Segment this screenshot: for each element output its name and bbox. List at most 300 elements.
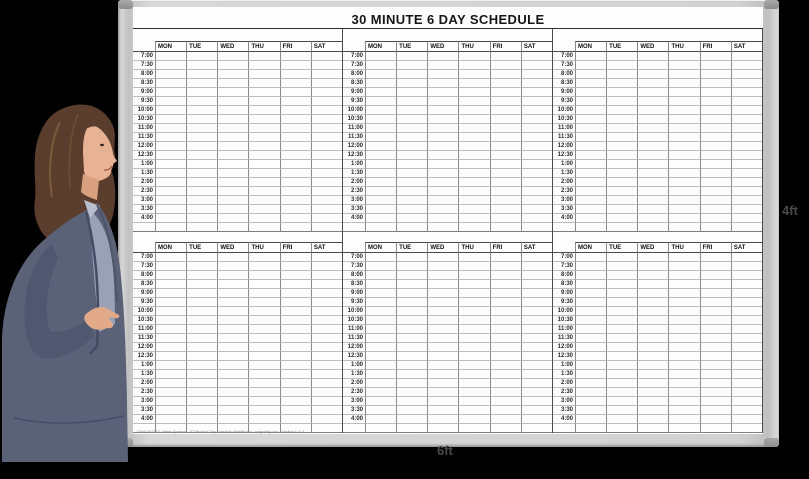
schedule-cell — [700, 187, 731, 196]
time-label: 3:00 — [553, 196, 575, 205]
time-label: 9:30 — [343, 298, 365, 307]
schedule-cell — [606, 115, 637, 124]
schedule-cell — [280, 289, 311, 298]
panel-corner — [553, 41, 575, 52]
schedule-cell — [365, 370, 396, 379]
height-dimension-label: 4ft — [782, 203, 798, 218]
schedule-cell — [280, 151, 311, 160]
schedule-cell — [427, 262, 458, 271]
time-label: 10:30 — [553, 316, 575, 325]
schedule-cell — [490, 169, 521, 178]
time-label: 9:00 — [343, 88, 365, 97]
schedule-cell — [700, 316, 731, 325]
schedule-cell — [521, 70, 552, 79]
schedule-cell — [606, 70, 637, 79]
time-label: 10:00 — [343, 307, 365, 316]
schedule-cell — [427, 298, 458, 307]
schedule-cell — [731, 178, 762, 187]
schedule-cell — [731, 70, 762, 79]
schedule-cell — [186, 223, 217, 232]
schedule-cell — [731, 88, 762, 97]
schedule-cell — [731, 379, 762, 388]
schedule-cell — [396, 88, 427, 97]
schedule-cell — [458, 79, 489, 88]
schedule-cell — [217, 124, 248, 133]
schedule-cell — [637, 61, 668, 70]
schedule-cell — [458, 70, 489, 79]
schedule-cell — [575, 205, 606, 214]
schedule-cell — [637, 325, 668, 334]
schedule-cell — [700, 142, 731, 151]
time-label: 10:30 — [133, 115, 155, 124]
schedule-cell — [155, 88, 186, 97]
schedule-cell — [155, 352, 186, 361]
schedule-cell — [637, 352, 668, 361]
schedule-cell — [427, 79, 458, 88]
schedule-cell — [186, 289, 217, 298]
time-label: 11:30 — [343, 133, 365, 142]
schedule-cell — [731, 334, 762, 343]
schedule-cell — [186, 325, 217, 334]
schedule-cell — [365, 223, 396, 232]
schedule-cell — [575, 370, 606, 379]
schedule-cell — [575, 106, 606, 115]
schedule-cell — [668, 361, 699, 370]
schedule-cell — [311, 79, 342, 88]
schedule-cell — [700, 352, 731, 361]
schedule-cell — [458, 253, 489, 262]
schedule-cell — [217, 160, 248, 169]
schedule-cell — [186, 106, 217, 115]
schedule-cell — [311, 289, 342, 298]
schedule-cell — [606, 133, 637, 142]
schedule-cell — [280, 406, 311, 415]
time-label: 3:30 — [133, 205, 155, 214]
schedule-cell — [186, 343, 217, 352]
schedule-cell — [521, 88, 552, 97]
schedule-cell — [248, 169, 279, 178]
schedule-cell — [217, 214, 248, 223]
schedule-cell — [217, 115, 248, 124]
schedule-cell — [396, 406, 427, 415]
schedule-cell — [280, 370, 311, 379]
schedule-cell — [490, 187, 521, 196]
schedule-cell — [427, 388, 458, 397]
time-label: 10:00 — [553, 106, 575, 115]
schedule-cell — [575, 88, 606, 97]
schedule-cell — [731, 397, 762, 406]
schedule-cell — [458, 424, 489, 433]
schedule-cell — [637, 361, 668, 370]
schedule-cell — [575, 352, 606, 361]
schedule-cell — [637, 214, 668, 223]
time-label: 2:00 — [343, 178, 365, 187]
schedule-cell — [427, 406, 458, 415]
day-header: TUE — [606, 242, 637, 253]
schedule-cell — [458, 214, 489, 223]
schedule-cell — [248, 214, 279, 223]
schedule-cell — [311, 280, 342, 289]
schedule-cell — [396, 352, 427, 361]
time-label: 11:30 — [343, 334, 365, 343]
schedule-cell — [248, 70, 279, 79]
schedule-cell — [365, 280, 396, 289]
schedule-cell — [637, 79, 668, 88]
schedule-cell — [311, 106, 342, 115]
schedule-cell — [217, 151, 248, 160]
schedule-cell — [396, 223, 427, 232]
schedule-cell — [248, 97, 279, 106]
time-label: 8:00 — [343, 70, 365, 79]
schedule-cell — [186, 334, 217, 343]
schedule-cell — [155, 223, 186, 232]
schedule-cell — [637, 379, 668, 388]
schedule-cell — [606, 178, 637, 187]
schedule-cell — [155, 115, 186, 124]
schedule-cell — [668, 106, 699, 115]
schedule-cell — [280, 160, 311, 169]
schedule-cell — [311, 424, 342, 433]
time-label: 3:30 — [553, 205, 575, 214]
schedule-cell — [186, 397, 217, 406]
schedule-cell — [458, 115, 489, 124]
schedule-cell — [217, 352, 248, 361]
fine-print: ©MAGNATAG Visible Systems · 30 Minute 6 Day Schedule WhiteBoard · magnatag.com · Made in U.S.A. — [137, 429, 306, 434]
schedule-cell — [700, 280, 731, 289]
schedule-cell — [668, 52, 699, 61]
schedule-cell — [217, 379, 248, 388]
time-label: 10:30 — [343, 316, 365, 325]
time-label: 9:30 — [553, 97, 575, 106]
schedule-cell — [700, 343, 731, 352]
time-label: 11:30 — [553, 133, 575, 142]
schedule-cell — [575, 316, 606, 325]
schedule-cell — [280, 196, 311, 205]
schedule-cell — [458, 124, 489, 133]
time-label: 9:00 — [553, 289, 575, 298]
schedule-cell — [365, 61, 396, 70]
schedule-cell — [311, 334, 342, 343]
time-label: 1:00 — [553, 361, 575, 370]
schedule-cell — [637, 205, 668, 214]
schedule-cell — [311, 214, 342, 223]
schedule-cell — [365, 424, 396, 433]
schedule-cell — [731, 97, 762, 106]
schedule-cell — [637, 271, 668, 280]
schedule-cell — [248, 106, 279, 115]
schedule-cell — [575, 388, 606, 397]
schedule-cell — [217, 88, 248, 97]
schedule-cell — [700, 115, 731, 124]
schedule-cell — [311, 61, 342, 70]
schedule-cell — [668, 79, 699, 88]
schedule-cell — [248, 61, 279, 70]
schedule-cell — [521, 397, 552, 406]
schedule-cell — [731, 196, 762, 205]
schedule-cell — [365, 79, 396, 88]
schedule-cell — [155, 178, 186, 187]
schedule-cell — [365, 88, 396, 97]
schedule-cell — [248, 388, 279, 397]
schedule-cell — [427, 223, 458, 232]
time-label — [553, 424, 575, 433]
schedule-cell — [365, 214, 396, 223]
schedule-cell — [396, 370, 427, 379]
schedule-cell — [606, 253, 637, 262]
schedule-cell — [155, 298, 186, 307]
schedule-cell — [365, 106, 396, 115]
schedule-cell — [668, 307, 699, 316]
schedule-cell — [155, 52, 186, 61]
schedule-cell — [731, 307, 762, 316]
schedule-cell — [311, 370, 342, 379]
schedule-cell — [731, 325, 762, 334]
schedule-cell — [155, 379, 186, 388]
schedule-cell — [606, 424, 637, 433]
time-label: 7:00 — [553, 52, 575, 61]
time-label: 2:00 — [133, 379, 155, 388]
schedule-cell — [700, 52, 731, 61]
schedule-cell — [311, 97, 342, 106]
schedule-cell — [731, 253, 762, 262]
schedule-cell — [186, 205, 217, 214]
day-header: SAT — [521, 41, 552, 52]
schedule-cell — [668, 61, 699, 70]
schedule-cell — [365, 187, 396, 196]
schedule-cell — [155, 262, 186, 271]
schedule-cell — [606, 214, 637, 223]
schedule-cell — [700, 415, 731, 424]
schedule-cell — [396, 298, 427, 307]
schedule-cell — [490, 298, 521, 307]
schedule-cell — [155, 214, 186, 223]
schedule-cell — [575, 307, 606, 316]
schedule-cell — [365, 379, 396, 388]
schedule-cell — [186, 142, 217, 151]
schedule-cell — [700, 370, 731, 379]
schedule-cell — [365, 334, 396, 343]
schedule-cell — [490, 70, 521, 79]
schedule-cell — [248, 223, 279, 232]
schedule-cell — [280, 388, 311, 397]
schedule-cell — [668, 169, 699, 178]
schedule-cell — [575, 424, 606, 433]
schedule-cell — [575, 178, 606, 187]
schedule-cell — [606, 316, 637, 325]
schedule-cell — [700, 223, 731, 232]
day-header: TUE — [186, 41, 217, 52]
time-label: 11:00 — [553, 124, 575, 133]
time-label: 11:00 — [343, 124, 365, 133]
schedule-cell — [668, 196, 699, 205]
time-label: 4:00 — [133, 415, 155, 424]
schedule-cell — [490, 307, 521, 316]
day-header: FRI — [280, 41, 311, 52]
time-label — [553, 223, 575, 232]
schedule-cell — [396, 262, 427, 271]
schedule-cell — [606, 298, 637, 307]
schedule-cell — [490, 253, 521, 262]
time-label: 7:00 — [553, 253, 575, 262]
schedule-cell — [186, 196, 217, 205]
schedule-cell — [637, 406, 668, 415]
schedule-cell — [396, 133, 427, 142]
schedule-cell — [700, 214, 731, 223]
schedule-cell — [396, 115, 427, 124]
schedule-cell — [217, 406, 248, 415]
time-label: 2:00 — [343, 379, 365, 388]
schedule-cell — [521, 160, 552, 169]
schedule-cell — [280, 187, 311, 196]
schedule-cell — [637, 124, 668, 133]
schedule-cell — [637, 52, 668, 61]
frame-corner — [118, 0, 133, 9]
schedule-cell — [248, 334, 279, 343]
schedule-cell — [521, 133, 552, 142]
schedule-cell — [311, 196, 342, 205]
schedule-cell — [458, 133, 489, 142]
schedule-cell — [637, 106, 668, 115]
schedule-cell — [396, 397, 427, 406]
schedule-cell — [427, 379, 458, 388]
schedule-cell — [458, 88, 489, 97]
schedule-cell — [186, 298, 217, 307]
schedule-cell — [490, 325, 521, 334]
schedule-cell — [155, 133, 186, 142]
schedule-cell — [217, 106, 248, 115]
schedule-cell — [668, 142, 699, 151]
schedule-cell — [606, 106, 637, 115]
frame-corner — [764, 0, 779, 9]
schedule-cell — [365, 406, 396, 415]
schedule-cell — [311, 151, 342, 160]
schedule-cell — [490, 262, 521, 271]
schedule-cell — [606, 124, 637, 133]
time-label: 10:00 — [553, 307, 575, 316]
schedule-cell — [248, 124, 279, 133]
schedule-cell — [490, 361, 521, 370]
schedule-cell — [731, 169, 762, 178]
time-label: 7:30 — [133, 262, 155, 271]
day-header: THU — [248, 41, 279, 52]
time-label: 4:00 — [553, 214, 575, 223]
schedule-cell — [731, 214, 762, 223]
schedule-cell — [248, 406, 279, 415]
schedule-cell — [155, 142, 186, 151]
panel-column — [553, 29, 763, 433]
schedule-cell — [217, 334, 248, 343]
schedule-cell — [606, 88, 637, 97]
frame-corner — [764, 438, 779, 447]
time-label: 7:30 — [343, 61, 365, 70]
schedule-cell — [217, 205, 248, 214]
schedule-cell — [365, 361, 396, 370]
schedule-cell — [490, 79, 521, 88]
schedule-cell — [521, 124, 552, 133]
schedule-cell — [217, 196, 248, 205]
schedule-cell — [217, 298, 248, 307]
schedule-cell — [731, 406, 762, 415]
schedule-cell — [668, 379, 699, 388]
schedule-cell — [458, 379, 489, 388]
time-label: 8:00 — [553, 70, 575, 79]
schedule-cell — [396, 424, 427, 433]
schedule-cell — [668, 97, 699, 106]
schedule-cell — [490, 397, 521, 406]
schedule-cell — [311, 160, 342, 169]
schedule-cell — [521, 298, 552, 307]
time-label: 2:00 — [133, 178, 155, 187]
time-label: 12:00 — [343, 343, 365, 352]
schedule-cell — [700, 205, 731, 214]
schedule-cell — [490, 142, 521, 151]
schedule-cell — [248, 262, 279, 271]
schedule-cell — [521, 223, 552, 232]
schedule-cell — [637, 70, 668, 79]
schedule-cell — [155, 169, 186, 178]
time-label: 10:30 — [343, 115, 365, 124]
schedule-cell — [575, 79, 606, 88]
schedule-cell — [427, 397, 458, 406]
schedule-cell — [668, 124, 699, 133]
schedule-cell — [155, 253, 186, 262]
time-label: 8:30 — [553, 79, 575, 88]
schedule-cell — [427, 316, 458, 325]
schedule-cell — [427, 187, 458, 196]
schedule-cell — [637, 178, 668, 187]
schedule-cell — [155, 160, 186, 169]
schedule-cell — [490, 424, 521, 433]
schedule-cell — [637, 223, 668, 232]
schedule-cell — [427, 352, 458, 361]
schedule-cell — [575, 124, 606, 133]
schedule-cell — [280, 106, 311, 115]
schedule-cell — [575, 271, 606, 280]
time-label: 9:00 — [343, 289, 365, 298]
schedule-cell — [668, 298, 699, 307]
schedule-cell — [668, 415, 699, 424]
time-label — [343, 424, 365, 433]
schedule-cell — [575, 142, 606, 151]
schedule-cell — [521, 205, 552, 214]
schedule-cell — [427, 106, 458, 115]
schedule-cell — [668, 88, 699, 97]
schedule-cell — [606, 334, 637, 343]
schedule-cell — [311, 343, 342, 352]
time-label: 12:30 — [133, 352, 155, 361]
schedule-cell — [637, 262, 668, 271]
time-label: 8:00 — [133, 271, 155, 280]
schedule-cell — [731, 133, 762, 142]
schedule-cell — [458, 334, 489, 343]
schedule-cell — [575, 97, 606, 106]
schedule-cell — [280, 361, 311, 370]
schedule-cell — [700, 325, 731, 334]
time-label: 7:30 — [133, 61, 155, 70]
schedule-cell — [217, 262, 248, 271]
schedule-cell — [521, 52, 552, 61]
schedule-cell — [311, 361, 342, 370]
day-header: MON — [365, 41, 396, 52]
schedule-cell — [311, 88, 342, 97]
time-label: 1:00 — [133, 160, 155, 169]
schedule-cell — [700, 124, 731, 133]
time-label: 10:00 — [133, 106, 155, 115]
schedule-cell — [575, 343, 606, 352]
day-header: WED — [217, 242, 248, 253]
schedule-cell — [637, 253, 668, 262]
schedule-cell — [311, 397, 342, 406]
